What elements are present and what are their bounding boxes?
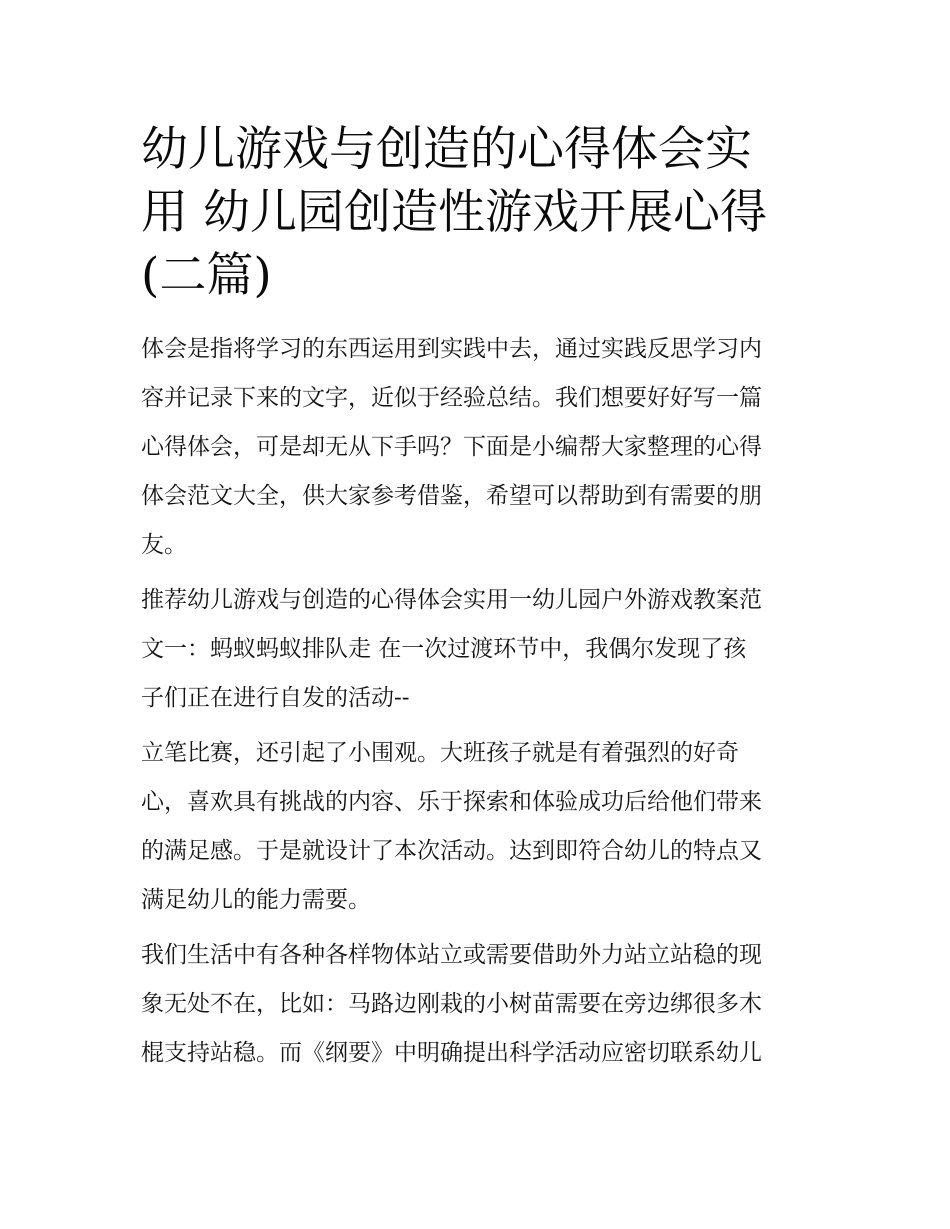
text-line: 我们生活中有各种各样物体站立或需要借助外力站立站稳的现	[141, 942, 762, 968]
text-line: 体会范文大全，供大家参考借鉴，希望可以帮助到有需要的朋	[141, 483, 762, 509]
text-line: 的满足感。于是就设计了本次活动。达到即符合幼儿的特点又	[141, 838, 762, 864]
recommend-paragraph	[141, 576, 813, 723]
title-line: 幼儿游戏与创造的心得体会实	[141, 122, 752, 177]
text-line: 容并记录下来的文字，近似于经验总结。我们想要好好写一篇	[141, 385, 762, 411]
text-line: 象无处不在，比如：马路边刚栽的小树苗需要在旁边绑很多木	[141, 991, 762, 1017]
document-body	[141, 325, 813, 1078]
intro-paragraph	[141, 325, 813, 570]
title-line: (二篇)	[141, 248, 272, 303]
document-title	[141, 118, 813, 307]
text-line: 满足幼儿的能力需要。	[141, 887, 371, 913]
text-line: 心，喜欢具有挑战的内容、乐于探索和体验成功后给他们带来	[141, 789, 762, 815]
text-line: 心得体会，可是却无从下手吗？下面是小编帮大家整理的心得	[141, 434, 762, 460]
text-line: 子们正在进行自发的活动--	[141, 685, 410, 711]
title-line: 用 幼儿园创造性游戏开展心得	[141, 185, 767, 240]
life-paragraph	[141, 931, 813, 1078]
document-page	[141, 118, 813, 1084]
text-line: 体会是指将学习的东西运用到实践中去，通过实践反思学习内	[141, 336, 762, 362]
text-line: 棍支持站稳。而《纲要》中明确提出科学活动应密切联系幼儿	[141, 1040, 762, 1066]
text-line: 友。	[141, 532, 187, 558]
text-line: 推荐幼儿游戏与创造的心得体会实用一幼儿园户外游戏教案范	[141, 587, 762, 613]
activity-paragraph	[141, 729, 813, 925]
text-line: 文一：蚂蚁蚂蚁排队走 在一次过渡环节中，我偶尔发现了孩	[141, 636, 747, 662]
text-line: 立笔比赛，还引起了小围观。大班孩子就是有着强烈的好奇	[141, 740, 739, 766]
